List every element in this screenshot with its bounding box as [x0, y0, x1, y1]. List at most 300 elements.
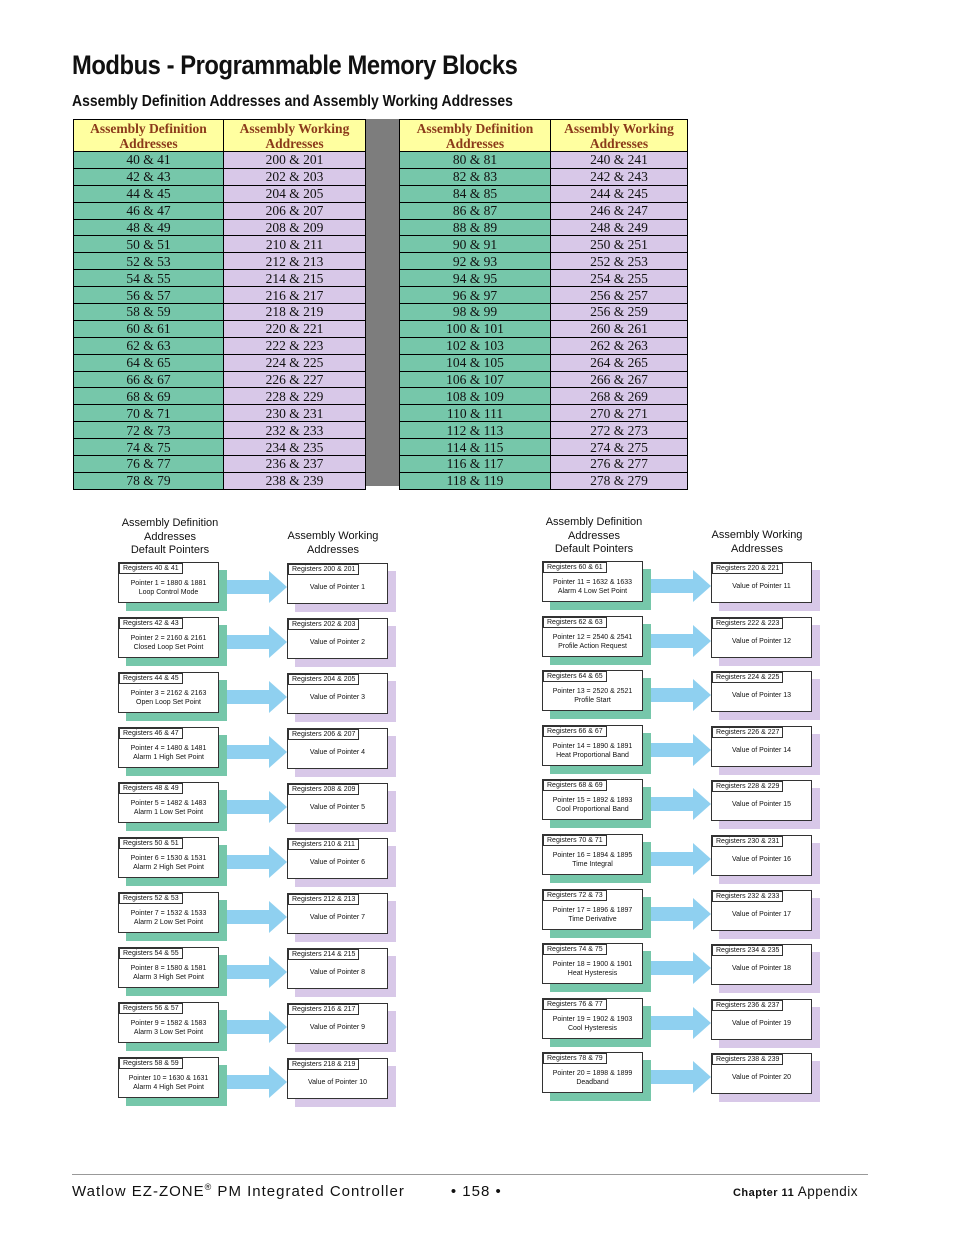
chapter-label: Chapter 11 [732, 1187, 795, 1199]
register-label: Registers 220 & 221 [712, 563, 783, 574]
box-face [542, 834, 643, 875]
table-row [74, 202, 366, 219]
working-address-cell: 230 & 231 [224, 405, 366, 422]
definition-address-cell: 56 & 57 [74, 287, 224, 304]
table-row [74, 456, 366, 473]
register-label: Registers 54 & 55 [119, 948, 183, 959]
pointer-text: Pointer 19 = 1902 & 1903 Cool Hysteresis [552, 1015, 633, 1032]
pointer-text: Pointer 2 = 2160 & 2161 Closed Loop Set Point [130, 635, 207, 651]
working-value-box [287, 728, 397, 778]
register-label: Registers 210 & 211 [288, 839, 359, 850]
table-row [400, 472, 688, 489]
definition-pointer-box [542, 725, 652, 775]
table-row [74, 185, 366, 202]
value-text: Value of Pointer 8 [309, 969, 366, 976]
working-column-header: Assembly Working Addresses [711, 529, 803, 555]
working-address-cell: 244 & 245 [551, 185, 688, 202]
table-row [74, 371, 366, 388]
arrow-shape [651, 898, 711, 930]
value-text: Value of Pointer 20 [731, 1074, 792, 1082]
working-value-box [711, 944, 821, 994]
working-address-cell: 256 & 257 [551, 287, 688, 304]
right-arrow-icon [651, 570, 711, 602]
right-arrow-icon [227, 571, 287, 603]
table-row [400, 202, 688, 219]
working-address-cell: 240 & 241 [551, 152, 688, 169]
table-row [74, 253, 366, 270]
definition-address-cell: 92 & 93 [400, 253, 551, 270]
box-face [118, 672, 219, 713]
working-address-cell: 256 & 259 [551, 304, 688, 321]
register-label: Registers 208 & 209 [288, 784, 359, 795]
definition-pointer-box [118, 617, 228, 667]
table-row [400, 456, 688, 473]
register-label: Registers 78 & 79 [543, 1053, 607, 1064]
definition-address-cell: 58 & 59 [74, 304, 224, 321]
box-face [287, 728, 388, 769]
arrow-shape [227, 846, 287, 878]
register-label: Registers 200 & 201 [288, 564, 359, 575]
register-label: Registers 76 & 77 [543, 999, 607, 1010]
chapter-name: Appendix [794, 1184, 858, 1199]
table-row [400, 422, 688, 439]
page-number: • 158 • [450, 1183, 502, 1200]
value-text: Value of Pointer 17 [731, 910, 792, 918]
right-arrow-icon [227, 681, 287, 713]
register-label: Registers 236 & 237 [712, 1000, 783, 1011]
pointer-text: Pointer 11 = 1632 & 1633 Alarm 4 Low Set Point [552, 579, 633, 595]
box-face [711, 726, 812, 767]
pointer-text: Pointer 20 = 1898 & 1899 Deadband [552, 1070, 633, 1087]
definition-address-cell: 86 & 87 [400, 202, 551, 219]
definition-pointer-box [542, 998, 652, 1048]
register-label: Registers 58 & 59 [119, 1058, 183, 1069]
page-title: Modbus - Programmable Memory Blocks [72, 50, 518, 80]
value-text: Value of Pointer 2 [309, 639, 366, 646]
definition-address-cell: 78 & 79 [74, 472, 224, 489]
table-row [400, 168, 688, 185]
box-face [711, 999, 812, 1040]
working-value-box [711, 671, 821, 721]
working-address-cell: 220 & 221 [224, 320, 366, 337]
table-row [400, 337, 688, 354]
definition-address-cell: 118 & 119 [400, 472, 551, 489]
arrow-shape [651, 843, 711, 875]
box-face [711, 780, 812, 821]
register-label: Registers 202 & 203 [288, 619, 359, 630]
value-text: Value of Pointer 13 [731, 692, 792, 700]
table-row [74, 168, 366, 185]
definition-address-cell: 116 & 117 [400, 456, 551, 473]
definition-address-cell: 114 & 115 [400, 439, 551, 456]
section-title: Assembly Definition Addresses and Assembly Working Addresses [72, 93, 513, 110]
arrow-shape [227, 901, 287, 933]
working-value-box [287, 673, 397, 723]
definition-pointer-box [118, 782, 228, 832]
table-row [74, 422, 366, 439]
register-label: Registers 218 & 219 [288, 1059, 359, 1070]
pointer-text: Pointer 4 = 1480 & 1481 Alarm 1 High Set Point [130, 745, 207, 761]
box-face [542, 616, 643, 657]
definition-address-cell: 74 & 75 [74, 439, 224, 456]
working-address-cell: 266 & 267 [551, 371, 688, 388]
register-label: Registers 230 & 231 [712, 836, 783, 847]
working-address-cell: 236 & 237 [224, 456, 366, 473]
register-label: Registers 232 & 233 [712, 891, 783, 902]
arrow-shape [227, 956, 287, 988]
register-label: Registers 56 & 57 [119, 1003, 183, 1014]
box-face [542, 561, 643, 602]
table-row [400, 185, 688, 202]
address-table-left [73, 119, 366, 490]
definition-address-cell: 80 & 81 [400, 152, 551, 169]
working-address-cell: 272 & 273 [551, 422, 688, 439]
working-value-box [711, 780, 821, 830]
right-arrow-icon [651, 788, 711, 820]
definition-address-cell: 110 & 111 [400, 405, 551, 422]
definition-address-cell: 62 & 63 [74, 337, 224, 354]
working-value-box [711, 726, 821, 776]
box-face [287, 563, 388, 604]
pointer-text: Pointer 6 = 1530 & 1531 Alarm 2 High Set Point [130, 855, 207, 871]
definition-address-cell: 60 & 61 [74, 320, 224, 337]
arrow-shape [227, 681, 287, 713]
right-arrow-icon [227, 736, 287, 768]
table-row [74, 270, 366, 287]
table-row [400, 219, 688, 236]
definition-pointer-box [542, 943, 652, 993]
box-face [542, 998, 643, 1039]
arrow-shape [227, 791, 287, 823]
value-text: Value of Pointer 6 [309, 859, 366, 866]
working-value-box [287, 893, 397, 943]
register-label: Registers 66 & 67 [543, 726, 607, 737]
box-face [542, 779, 643, 820]
pointer-text: Pointer 9 = 1582 & 1583 Alarm 3 Low Set Point [130, 1020, 207, 1036]
pointer-text: Pointer 12 = 2540 & 2541 Profile Action Request [552, 633, 633, 650]
register-label: Registers 50 & 51 [119, 838, 183, 849]
value-text: Value of Pointer 18 [731, 965, 792, 973]
working-address-cell: 248 & 249 [551, 219, 688, 236]
arrow-shape [227, 571, 287, 603]
working-value-box [711, 890, 821, 940]
register-label: Registers 48 & 49 [119, 783, 183, 794]
register-label: Registers 46 & 47 [119, 728, 183, 739]
column-header: Assembly Working Addresses [224, 120, 366, 152]
box-face [287, 1003, 388, 1044]
definition-address-cell: 90 & 91 [400, 236, 551, 253]
register-label: Registers 214 & 215 [288, 949, 359, 960]
value-text: Value of Pointer 7 [309, 914, 366, 921]
arrow-shape [651, 788, 711, 820]
register-label: Registers 206 & 207 [288, 729, 359, 740]
definition-column-header: Assembly Definition Addresses Default Pointers [545, 516, 643, 555]
definition-pointer-box [118, 672, 228, 722]
working-address-cell: 218 & 219 [224, 304, 366, 321]
pointer-text: Pointer 3 = 2162 & 2163 Open Loop Set Point [130, 690, 207, 706]
working-address-cell: 222 & 223 [224, 337, 366, 354]
table-row [74, 287, 366, 304]
definition-column-header: Assembly Definition Addresses Default Pointers [121, 517, 219, 556]
column-header: Assembly Definition Addresses [74, 120, 224, 152]
pointer-text: Pointer 13 = 2520 & 2521 Profile Start [552, 688, 633, 705]
table-row [74, 219, 366, 236]
box-face [542, 889, 643, 930]
register-label: Registers 40 & 41 [119, 563, 183, 574]
arrow-shape [227, 736, 287, 768]
working-value-box [287, 783, 397, 833]
table-row [400, 405, 688, 422]
pointer-text: Pointer 17 = 1896 & 1897 Time Derivative [552, 906, 633, 923]
box-face [287, 618, 388, 659]
working-column-header: Assembly Working Addresses [287, 530, 379, 556]
table-row [400, 354, 688, 371]
box-face [287, 783, 388, 824]
working-address-cell: 264 & 265 [551, 354, 688, 371]
table-row [74, 304, 366, 321]
table-row [74, 236, 366, 253]
pointer-text: Pointer 5 = 1482 & 1483 Alarm 1 Low Set Point [130, 800, 207, 816]
working-value-box [287, 563, 397, 613]
definition-pointer-box [542, 834, 652, 884]
table-row [400, 253, 688, 270]
right-arrow-icon [651, 625, 711, 657]
arrow-shape [227, 1011, 287, 1043]
right-arrow-icon [651, 952, 711, 984]
working-address-cell: 276 & 277 [551, 456, 688, 473]
right-arrow-icon [651, 843, 711, 875]
definition-address-cell: 64 & 65 [74, 354, 224, 371]
box-face [287, 673, 388, 714]
definition-address-cell: 104 & 105 [400, 354, 551, 371]
arrow-shape [651, 625, 711, 657]
box-face [287, 838, 388, 879]
working-address-cell: 254 & 255 [551, 270, 688, 287]
definition-pointer-box [542, 616, 652, 666]
working-address-cell: 216 & 217 [224, 287, 366, 304]
box-face [118, 947, 219, 988]
value-text: Value of Pointer 4 [309, 749, 366, 756]
box-face [542, 725, 643, 766]
working-value-box [287, 948, 397, 998]
definition-address-cell: 66 & 67 [74, 371, 224, 388]
footer-product-name: PM Integrated Controller [212, 1183, 405, 1200]
definition-pointer-box [118, 727, 228, 777]
definition-address-cell: 50 & 51 [74, 236, 224, 253]
definition-address-cell: 46 & 47 [74, 202, 224, 219]
column-header: Assembly Definition Addresses [400, 120, 551, 152]
value-text: Value of Pointer 12 [731, 637, 792, 645]
definition-pointer-box [542, 670, 652, 720]
definition-address-cell: 108 & 109 [400, 388, 551, 405]
arrow-shape [227, 626, 287, 658]
right-arrow-icon [651, 1007, 711, 1039]
footer-brand: Watlow EZ-ZONE [72, 1183, 205, 1200]
box-face [542, 1052, 643, 1093]
table-row [400, 388, 688, 405]
register-label: Registers 60 & 61 [543, 562, 607, 573]
right-arrow-icon [227, 791, 287, 823]
right-arrow-icon [227, 626, 287, 658]
definition-pointer-box [542, 561, 652, 611]
pointer-text: Pointer 18 = 1900 & 1901 Heat Hysteresis [552, 961, 633, 978]
definition-pointer-box [118, 947, 228, 997]
pointer-text: Pointer 14 = 1890 & 1891 Heat Proportional Band [552, 742, 633, 759]
definition-address-cell: 76 & 77 [74, 456, 224, 473]
definition-address-cell: 44 & 45 [74, 185, 224, 202]
definition-address-cell: 40 & 41 [74, 152, 224, 169]
definition-address-cell: 112 & 113 [400, 422, 551, 439]
definition-address-cell: 102 & 103 [400, 337, 551, 354]
working-address-cell: 204 & 205 [224, 185, 366, 202]
working-address-cell: 234 & 235 [224, 439, 366, 456]
value-text: Value of Pointer 15 [731, 801, 792, 809]
register-label: Registers 212 & 213 [288, 894, 359, 905]
box-face [711, 671, 812, 712]
pointer-text: Pointer 15 = 1892 & 1893 Cool Proportional Band [552, 797, 633, 814]
working-address-cell: 262 & 263 [551, 337, 688, 354]
definition-address-cell: 70 & 71 [74, 405, 224, 422]
definition-pointer-box [542, 889, 652, 939]
table-row [400, 287, 688, 304]
working-value-box [287, 618, 397, 668]
value-text: Value of Pointer 9 [309, 1024, 366, 1031]
working-value-box [711, 562, 821, 612]
register-label: Registers 72 & 73 [543, 890, 607, 901]
definition-pointer-box [118, 837, 228, 887]
pointer-text: Pointer 10 = 1630 & 1631 Alarm 4 High Set Point [128, 1075, 209, 1091]
working-address-cell: 268 & 269 [551, 388, 688, 405]
box-face [711, 617, 812, 658]
register-label: Registers 234 & 235 [712, 945, 783, 956]
definition-address-cell: 82 & 83 [400, 168, 551, 185]
box-face [118, 617, 219, 658]
pointer-text: Pointer 16 = 1894 & 1895 Time Integral [552, 852, 633, 868]
definition-address-cell: 52 & 53 [74, 253, 224, 270]
working-address-cell: 206 & 207 [224, 202, 366, 219]
working-value-box [287, 1058, 397, 1108]
working-address-cell: 246 & 247 [551, 202, 688, 219]
table-row [74, 320, 366, 337]
working-address-cell: 238 & 239 [224, 472, 366, 489]
table-row [400, 152, 688, 169]
table-row [74, 439, 366, 456]
working-value-box [711, 999, 821, 1049]
working-value-box [287, 1003, 397, 1053]
value-text: Value of Pointer 3 [309, 694, 366, 701]
table-row [400, 439, 688, 456]
register-label: Registers 62 & 63 [543, 617, 607, 628]
table-row [74, 337, 366, 354]
registered-mark: ® [204, 1182, 213, 1192]
box-face [287, 893, 388, 934]
table-row [74, 388, 366, 405]
definition-pointer-box [118, 562, 228, 612]
definition-address-cell: 42 & 43 [74, 168, 224, 185]
register-label: Registers 74 & 75 [543, 944, 607, 955]
box-face [711, 562, 812, 603]
definition-address-cell: 72 & 73 [74, 422, 224, 439]
definition-address-cell: 100 & 101 [400, 320, 551, 337]
definition-address-cell: 68 & 69 [74, 388, 224, 405]
definition-address-cell: 106 & 107 [400, 371, 551, 388]
register-label: Registers 204 & 205 [288, 674, 359, 685]
working-address-cell: 210 & 211 [224, 236, 366, 253]
working-address-cell: 252 & 253 [551, 253, 688, 270]
right-arrow-icon [227, 846, 287, 878]
value-text: Value of Pointer 19 [731, 1019, 792, 1027]
definition-pointer-box [118, 892, 228, 942]
column-header: Assembly Working Addresses [551, 120, 688, 152]
right-arrow-icon [651, 1061, 711, 1093]
value-text: Value of Pointer 5 [309, 804, 366, 811]
register-label: Registers 68 & 69 [543, 780, 607, 791]
box-face [118, 562, 219, 603]
box-face [542, 670, 643, 711]
box-face [711, 890, 812, 931]
register-label: Registers 70 & 71 [543, 835, 607, 846]
register-label: Registers 228 & 229 [712, 781, 783, 792]
working-address-cell: 212 & 213 [224, 253, 366, 270]
right-arrow-icon [227, 1011, 287, 1043]
definition-address-cell: 84 & 85 [400, 185, 551, 202]
right-arrow-icon [651, 679, 711, 711]
box-face [118, 892, 219, 933]
working-value-box [711, 617, 821, 667]
value-text: Value of Pointer 10 [307, 1079, 368, 1086]
address-table-right [399, 119, 688, 490]
arrow-shape [651, 952, 711, 984]
box-face [711, 944, 812, 985]
register-label: Registers 44 & 45 [119, 673, 183, 684]
box-face [711, 1053, 812, 1094]
value-text: Value of Pointer 14 [731, 746, 792, 754]
definition-pointer-box [542, 1052, 652, 1102]
working-address-cell: 214 & 215 [224, 270, 366, 287]
working-value-box [711, 1053, 821, 1103]
definition-address-cell: 94 & 95 [400, 270, 551, 287]
working-address-cell: 270 & 271 [551, 405, 688, 422]
working-value-box [711, 835, 821, 885]
working-address-cell: 232 & 233 [224, 422, 366, 439]
box-face [118, 727, 219, 768]
box-face [118, 837, 219, 878]
footer-divider [72, 1174, 868, 1175]
working-address-cell: 228 & 229 [224, 388, 366, 405]
footer-chapter [733, 1184, 858, 1199]
definition-pointer-box [118, 1002, 228, 1052]
right-arrow-icon [227, 901, 287, 933]
register-label: Registers 52 & 53 [119, 893, 183, 904]
working-address-cell: 202 & 203 [224, 168, 366, 185]
register-label: Registers 64 & 65 [543, 671, 607, 682]
definition-address-cell: 54 & 55 [74, 270, 224, 287]
definition-address-cell: 48 & 49 [74, 219, 224, 236]
table-row [74, 405, 366, 422]
table-row [400, 236, 688, 253]
working-address-cell: 200 & 201 [224, 152, 366, 169]
right-arrow-icon [651, 898, 711, 930]
right-arrow-icon [651, 734, 711, 766]
value-text: Value of Pointer 16 [731, 856, 792, 863]
register-label: Registers 222 & 223 [712, 618, 783, 629]
definition-address-cell: 88 & 89 [400, 219, 551, 236]
working-address-cell: 260 & 261 [551, 320, 688, 337]
box-face [287, 948, 388, 989]
working-address-cell: 274 & 275 [551, 439, 688, 456]
definition-address-cell: 96 & 97 [400, 287, 551, 304]
pointer-text: Pointer 7 = 1532 & 1533 Alarm 2 Low Set Point [130, 910, 207, 926]
